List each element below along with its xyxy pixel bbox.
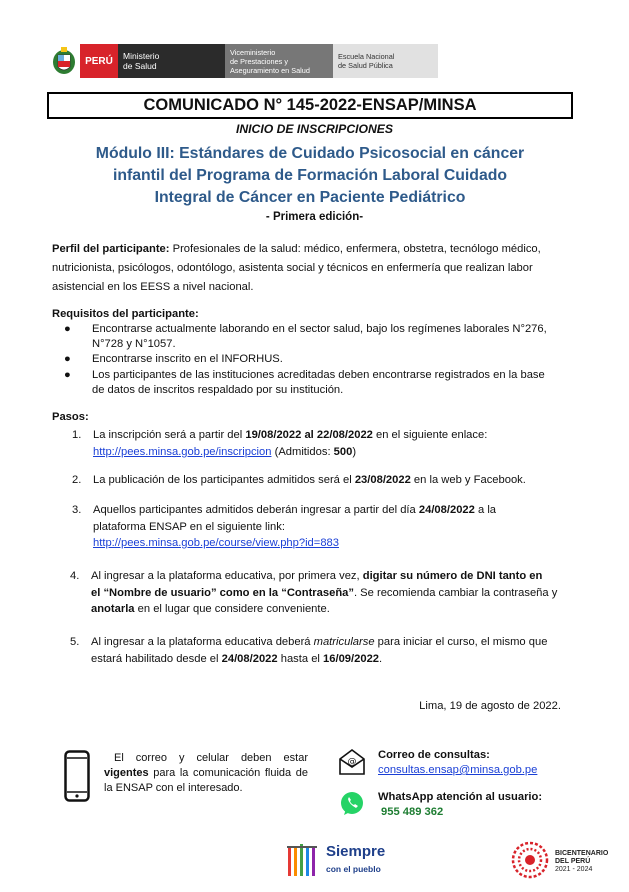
edition-label: - Primera edición- — [265, 211, 364, 223]
paso-1-text-b: en el siguiente enlace: — [372, 429, 488, 441]
paso-1-dates: 19/08/2022 al 22/08/2022 — [245, 429, 373, 441]
phone-icon — [64, 750, 90, 802]
requisito-1-line-2: N°728 y N°1057. — [92, 338, 176, 350]
inscripcion-link[interactable]: http://pees.minsa.gob.pe/inscripcion — [93, 446, 272, 458]
paso-5-date-start: 24/08/2022 — [221, 653, 278, 665]
paso-5-italic: matricularse — [313, 636, 375, 648]
paso-3-number: 3. — [72, 504, 82, 516]
whatsapp-icon — [338, 790, 366, 818]
paso-1 — [72, 427, 572, 461]
peru-label: PERÚ — [85, 55, 113, 67]
paso-2-date: 23/08/2022 — [354, 474, 411, 486]
peru-coat-of-arms-icon — [50, 44, 78, 78]
bicentenario-logo — [510, 840, 620, 884]
ministerio-line-1: Ministerio — [123, 51, 160, 61]
bullet-icon: ● — [64, 369, 71, 381]
paso-3-text-line2: plataforma ENSAP en el siguiente link: — [93, 520, 285, 533]
note-bold: vigentes — [104, 767, 149, 779]
paso-5-text-e: hasta el — [277, 653, 324, 665]
peru-brand-block — [80, 44, 118, 78]
paso-4-bold-1: digitar su número de DNI tanto en — [362, 570, 543, 582]
paso-5 — [70, 634, 570, 668]
comunicado-title: COMUNICADO N° 145-2022-ENSAP/MINSA — [47, 92, 573, 119]
perfil-text-1: Profesionales de la salud: médico, enfermera, obstetra, tecnólogo médico, — [169, 243, 541, 255]
paso-3-date: 24/08/2022 — [418, 504, 475, 516]
bicentenario-emblem-icon — [510, 840, 550, 880]
paso-4-text-c: en el lugar que considere conveniente. — [134, 603, 330, 615]
module-title-line-2: infantil del Programa de Formación Laboral Cuidado — [112, 167, 508, 184]
requisitos-label: Requisitos del participante: — [52, 308, 199, 320]
paso-2 — [72, 473, 572, 488]
bicentenario-years: 2021 - 2024 — [555, 866, 593, 873]
paso-5-text-c: estará habilitado desde el — [91, 653, 222, 665]
paso-5-text-a: Al ingresar a la plataforma educativa deberá — [91, 636, 314, 648]
contact-note — [58, 748, 318, 808]
escuela-line-2: de Salud Pública — [338, 61, 393, 70]
paso-1-text-c: (Admitidos: — [271, 446, 334, 458]
requisito-1-line-1: Encontrarse actualmente laborando en el sector salud, bajo los regímenes laborales N°276, — [92, 323, 547, 335]
email-link[interactable]: consultas.ensap@minsa.gob.pe — [378, 764, 538, 776]
whatsapp-label: WhatsApp atención al usuario: — [378, 791, 543, 803]
paso-4-text-a: Al ingresar a la plataforma educativa, por primera vez, — [91, 570, 363, 582]
ministerio-block — [118, 44, 225, 78]
bullet-icon: ● — [64, 353, 71, 365]
whatsapp-number: 955 489 362 — [381, 806, 444, 818]
viceministerio-block — [225, 44, 333, 78]
pasos-label: Pasos: — [52, 411, 89, 423]
siempre-con-el-pueblo-logo — [286, 840, 396, 880]
paso-3 — [72, 502, 572, 552]
note-text-b: para la comunicación fluida de la ENSAP con el interesado. — [104, 767, 308, 794]
requisito-3-line-2: de datos de inscritos respaldado por su institución. — [92, 384, 344, 396]
siempre-text: Siempre — [326, 843, 386, 860]
paso-3-text-a: Aquellos participantes admitidos deberán ingresar a partir del día — [93, 504, 419, 516]
con-el-pueblo-text: con el pueblo — [326, 864, 381, 874]
note-text-a: El correo y celular deben estar — [114, 752, 308, 764]
vice-line-3: Aseguramiento en Salud — [230, 65, 310, 75]
requisito-item-1 — [64, 322, 572, 352]
paso-1-text-a: La inscripción será a partir del — [93, 429, 246, 441]
module-title-line-1: Módulo III: Estándares de Cuidado Psicosocial en cáncer — [95, 145, 525, 162]
paso-4 — [70, 568, 570, 618]
escuela-line-1: Escuela Nacional — [338, 52, 395, 61]
email-label: Correo de consultas: — [378, 749, 490, 761]
perfil-text-3: asistencial en los EESS a nivel nacional. — [52, 281, 254, 293]
requisito-item-2 — [64, 352, 572, 367]
paso-5-date-end: 16/09/2022 — [323, 653, 380, 665]
subtitle: INICIO DE INSCRIPCIONES — [235, 122, 394, 136]
paso-2-text-a: La publicación de los participantes admitidos será el — [93, 474, 355, 486]
paso-4-number: 4. — [70, 570, 80, 582]
perfil-label: Perfil del participante: — [52, 243, 170, 255]
paso-4-text-b: . Se recomienda cambiar la contraseña y — [353, 586, 558, 599]
svg-text:@: @ — [347, 757, 357, 767]
paso-1-text-d: ) — [352, 446, 357, 458]
institutional-header — [50, 44, 438, 78]
contact-note-text — [104, 751, 308, 796]
figures-icon — [286, 842, 322, 880]
vice-line-2: de Prestaciones y — [230, 56, 289, 66]
requisito-3-line-1: Los participantes de las instituciones acreditadas deben encontrarse registrados en la base — [92, 369, 545, 381]
requisito-item-3 — [64, 368, 572, 398]
paso-5-text-b: para iniciar el curso, el mismo que — [374, 636, 548, 648]
paso-5-number: 5. — [70, 636, 80, 648]
ministerio-line-2: de Salud — [123, 61, 157, 71]
paso-4-bold-2: el “Nombre de usuario” como en la “Contraseña” — [91, 586, 354, 599]
bicentenario-text: BICENTENARIO — [555, 850, 609, 857]
escuela-block — [333, 44, 438, 78]
vice-line-1: Viceministerio — [230, 47, 276, 57]
module-title — [60, 143, 560, 209]
paso-5-text-f: . — [379, 653, 383, 665]
perfil-text-2: nutricionista, psicólogos, odontólogo, asistenta social y técnicos en enfermería que realizan labor — [52, 262, 533, 274]
paso-2-number: 2. — [72, 474, 82, 486]
place-date: Lima, 19 de agosto de 2022. — [419, 700, 561, 712]
course-link[interactable]: http://pees.minsa.gob.pe/course/view.php?id=883 — [93, 537, 339, 549]
module-title-line-3: Integral de Cáncer en Paciente Pediátrico — [154, 189, 466, 206]
admitidos-count: 500 — [333, 446, 353, 458]
requisito-2-line-1: Encontrarse inscrito en el INFORHUS. — [92, 353, 283, 365]
paso-2-text-b: en la web y Facebook. — [410, 474, 526, 486]
bullet-icon: ● — [64, 323, 71, 335]
del-peru-text: DEL PERÚ — [555, 858, 591, 865]
perfil-section — [52, 240, 572, 297]
paso-3-text-b: a la — [474, 504, 497, 516]
email-icon — [338, 748, 366, 776]
paso-4-bold-3: anotarla — [91, 603, 135, 615]
paso-1-number: 1. — [72, 429, 82, 441]
